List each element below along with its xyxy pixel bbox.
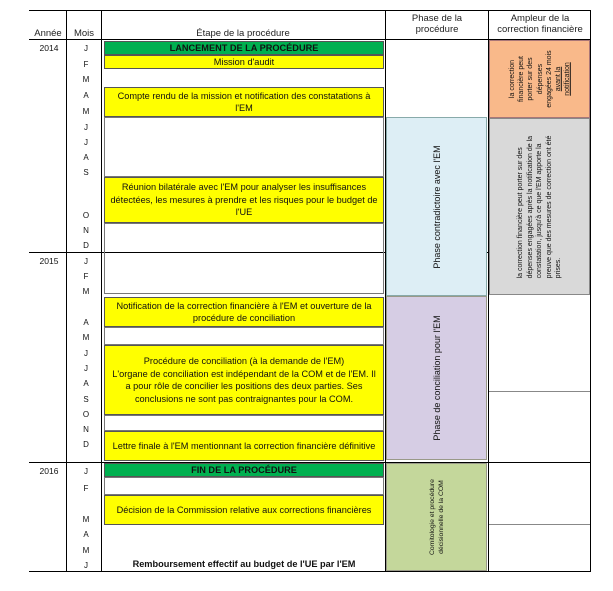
header-phase: Phase de la procédure — [411, 13, 463, 35]
phase-conciliation — [386, 296, 487, 460]
header-annee: Année — [34, 28, 62, 39]
ampleur-grey-text — [516, 135, 564, 278]
ampleur-orange-line-4: dépenses — [535, 63, 543, 95]
phase-comitologie — [386, 463, 487, 571]
ampleur-orange — [489, 40, 590, 118]
year-2015: 2015 — [39, 256, 59, 266]
header-mois: Mois — [73, 28, 95, 39]
step-lettre-finale: Lettre finale à l'EM mentionnant la correction financière définitive — [104, 431, 384, 461]
month-2014-jul: J — [84, 138, 88, 147]
month-2014-jan: J — [84, 44, 88, 53]
step-blank-2 — [104, 223, 384, 294]
phase-contradictoire — [386, 117, 487, 296]
month-2015-jun: J — [84, 349, 88, 358]
month-2014-feb: F — [83, 60, 89, 69]
ampleur-orange-line-7: notification — [563, 62, 571, 96]
ampleur-orange-line-5: engagées 24 mois — [545, 50, 553, 108]
header-ampleur: Ampleur de la correction financière — [497, 13, 583, 35]
month-2015-nov: N — [83, 425, 89, 434]
month-2014-aug: A — [83, 153, 89, 162]
month-2014-oct: O — [82, 211, 90, 220]
ampleur-grey-line-2: dépenses engagées après la notification de la — [526, 135, 534, 278]
month-2015-sep: S — [83, 395, 89, 404]
month-2016-jun: J — [84, 561, 88, 570]
step-blank-4 — [104, 415, 384, 431]
month-2014-dec: D — [83, 241, 89, 250]
month-2014-sep: S — [83, 168, 89, 177]
ampleur-orange-line-3: porter sur des — [526, 57, 534, 101]
month-2015-mar: M — [82, 287, 90, 296]
month-2015-jul: J — [84, 364, 88, 373]
month-2014-jun: J — [84, 123, 88, 132]
bottom-border — [29, 571, 591, 572]
month-2015-dec: D — [83, 440, 89, 449]
col-border-1 — [66, 10, 67, 572]
month-2014-nov: N — [83, 226, 89, 235]
month-2014-apr: A — [83, 91, 89, 100]
step-remboursement: Remboursement effectif au budget de l'UE par l'EM — [132, 559, 356, 569]
month-2015-apr: A — [83, 318, 89, 327]
year-2016: 2016 — [39, 466, 59, 476]
ampleur-grey-line-1: la correction financière peut porter sur des — [516, 146, 524, 278]
ampleur-orange-line-6: avant la — [554, 66, 562, 92]
step-mission-audit: Mission d'audit — [104, 55, 384, 69]
step-conciliation — [104, 345, 384, 415]
step-compte-rendu: Compte rendu de la mission et notification des constatations à l'EM — [104, 87, 384, 117]
ampleur-grey-line-3: constatation, jusqu'à ce que l'EM apporte la — [535, 142, 543, 278]
ampleur-divider-1 — [489, 391, 590, 392]
ampleur-orange-line-2: financière peut — [517, 56, 525, 102]
phase-conciliation-label: Phase de conciliation pour l'EM — [431, 315, 442, 441]
ampleur-grey-line-4: preuve que des mesures de correction ont été — [545, 135, 553, 278]
month-2015-may: M — [82, 333, 90, 342]
ampleur-orange-line-1: la correction — [508, 59, 516, 99]
ampleur-divider-2 — [489, 524, 590, 525]
col-border-2 — [101, 10, 102, 572]
step-notification: Notification de la correction financière à l'EM et ouverture de la procédure de conciliation — [104, 297, 384, 327]
step-decision: Décision de la Commission relative aux corrections financières — [104, 495, 384, 525]
month-2015-aug: A — [83, 379, 89, 388]
ampleur-orange-text — [507, 50, 571, 107]
step-blank-3 — [104, 327, 384, 345]
month-2014-mar: M — [82, 75, 90, 84]
top-border — [29, 10, 591, 11]
step-blank-5 — [104, 477, 384, 495]
conciliation-body: L'organe de conciliation est indépendant de la COM et de l'EM. Il a pour rôle de concilier les positions des deux parties. Ses conclusions ne sont pas contraignantes pour la COM. — [112, 368, 376, 404]
month-2015-jan: J — [84, 257, 88, 266]
phase-contradictoire-label: Phase contradictoire avec l'EM — [431, 144, 442, 269]
month-2016-may: M — [82, 546, 90, 555]
month-2015-oct: O — [82, 410, 90, 419]
step-blank-1 — [104, 117, 384, 177]
month-2016-mar: M — [82, 515, 90, 524]
year-2014: 2014 — [39, 43, 59, 53]
step-fin: FIN DE LA PROCÉDURE — [104, 463, 384, 477]
month-2016-feb: F — [83, 484, 89, 493]
col-border-5 — [590, 10, 591, 572]
ampleur-grey — [489, 118, 590, 295]
step-reunion-bilaterale: Réunion bilatérale avec l'EM pour analyser les insuffisances détectées, les mesures à prendre et les risques pour le budget de l'UE — [104, 177, 384, 223]
month-2016-apr: A — [83, 530, 89, 539]
ampleur-grey-line-5: prises. — [554, 257, 562, 278]
phase-comitologie-label: Comitologie et procédure décisionnelle de la COM — [428, 479, 445, 555]
month-2016-jan: J — [84, 467, 88, 476]
month-2015-feb: F — [83, 272, 89, 281]
month-2014-may: M — [82, 107, 90, 116]
conciliation-title: Procédure de conciliation (à la demande de l'EM) — [143, 356, 345, 366]
header-etape: Étape de la procédure — [196, 28, 290, 39]
step-lancement: LANCEMENT DE LA PROCÉDURE — [104, 41, 384, 55]
